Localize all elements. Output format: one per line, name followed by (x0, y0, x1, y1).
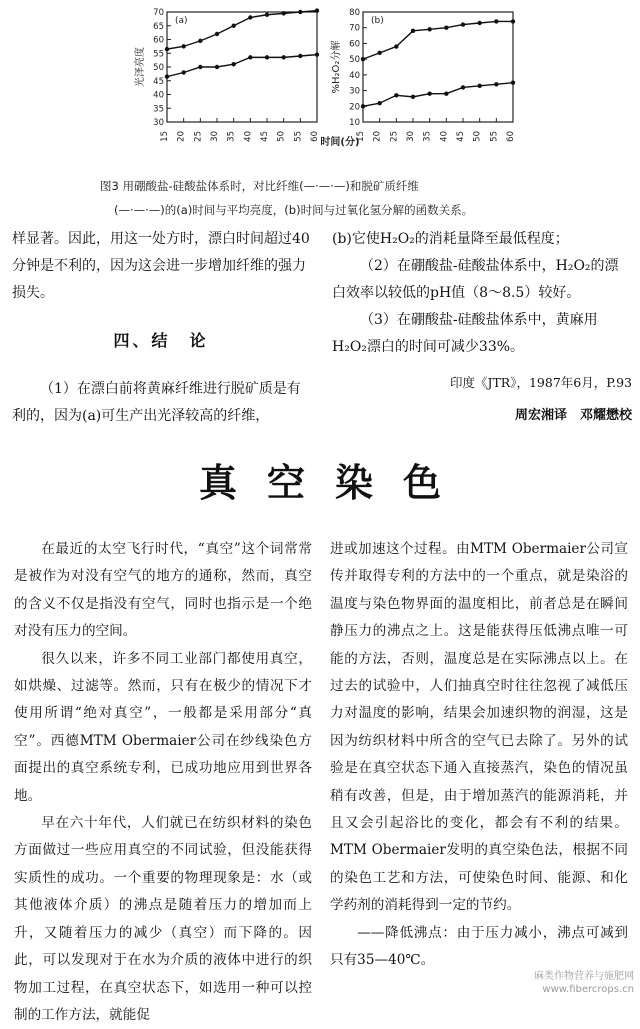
chart-b-ytick-label: 60 (349, 39, 360, 50)
chart-b-series-1-point (461, 22, 465, 26)
source-citation: 印度《JTR》，1987年6月，P.93 (449, 375, 632, 390)
conclusion-item-3: （3）在硼酸盐-硅酸盐体系中，黄麻用H₂O₂漂白的时间可减少33%。 (332, 312, 598, 355)
article-paragraph-3: 早在六十年代，人们就已在纺织材料的染色方面做过一些应用真空的不同试验，但没能获得实质性的成功。一个重要的物理现象是：水（或其他液体介质）的沸点是随着压力的增加而上升，又随着压力的减少（真空）而下降的。因此，可以发现对于在水为介质的液体中进行的织物加工过程，在真空状态下，如选用一种可以控制的工作方法，就能促 (14, 815, 312, 1023)
chart-a-series-1-point (215, 32, 219, 36)
chart-a-ytick-label: 65 (153, 21, 164, 32)
chart-a-ytick-label: 60 (153, 35, 164, 46)
chart-b-panel-label: (b) (371, 16, 384, 26)
chart-b-xtick-label: 40 (439, 131, 450, 142)
translator-credit: 周宏湘译 邓耀懋校 (514, 408, 632, 423)
chart-a-ytick-label: 55 (153, 49, 164, 60)
chart-b-series-1-point (411, 29, 415, 33)
chart-a-series-2-point (231, 62, 235, 66)
chart-b-xtick-label: 35 (422, 131, 433, 142)
chart-b-series-1-line (363, 21, 513, 59)
chart-b-series-1-point (377, 51, 381, 55)
chart-a-xtick-label: 35 (226, 131, 237, 142)
chart-b-xtick-label: 15 (356, 131, 366, 142)
chart-a-series-1-point (181, 44, 185, 48)
chart-b-series-1-point (511, 19, 515, 23)
chart-b-series-2-point (511, 81, 515, 85)
watermark (534, 970, 634, 996)
conclusion-column-left (12, 226, 310, 430)
chart-a-ytick-label: 50 (153, 63, 164, 73)
chart-a-series-1-line (167, 11, 317, 50)
watermark-line-1: 麻类作物营养与施肥网 (534, 971, 634, 982)
chart-b-series-2-line (363, 83, 513, 107)
chart-a-series-1-point (248, 15, 252, 19)
article-paragraph-3-cont: 进或加速这个过程。由MTM Obermaier公司宣传并取得专利的方法中的一个重点，就是染浴的温度与染色物界面的温度相比，前者总是在瞬间静压力的沸点之上。这是能获得压低沸点唯一可能的方法，否则，温度总是在实际沸点以上。在过去的试验中，人们抽真空时往往忽视了减低压力对温度的影响，结果会加速织物的润湿，这是因为纺织材料中所含的空气已去除了。另外的试验是在真空状态下通入直接蒸汽，染色的情况虽稍有改善，但是，由于增加蒸汽的能源消耗，并且又会引起浴比的变化，都会有不利的结果。MTM Obermaier发明的真空染色法，根据不同的染色工艺和方法，可使染色时间、能源、和化学药剂的消耗得到一定的节约。 (330, 541, 628, 914)
article-paragraph-4: ——降低沸点：由于压力减小，沸点可减到只有35—40℃。 (330, 924, 628, 969)
chart-b-series-1-point (361, 57, 365, 61)
chart-b-xtick-label: 55 (489, 131, 500, 142)
conclusion-item-1: （1）在漂白前将黄麻纤维进行脱矿质是有利的，因为(a)可生产出光泽较高的纤维， (12, 381, 301, 424)
chart-a-frame (167, 12, 317, 122)
chart-a-series-1-point (198, 39, 202, 43)
chart-a-xtick-label: 45 (260, 131, 270, 142)
chart-b-series-1-point (427, 27, 431, 31)
section-heading-conclusion: 四、结 论 (113, 331, 209, 350)
chart-b-series-1-point (444, 26, 448, 30)
chart-a-series-2-point (165, 74, 169, 78)
chart-a-xtick-label: 20 (176, 131, 187, 142)
chart-a-ylabel: 光泽亮度 (135, 47, 146, 87)
chart-b-series-2-point (494, 82, 498, 86)
chart-b-xtick-label: 60 (506, 131, 516, 142)
chart-b-series-2-point (377, 101, 381, 105)
chart-b-ytick-label: 70 (349, 23, 360, 34)
chart-b-series-2-point (461, 85, 465, 89)
article-paragraph-2: 很久以来，许多不同工业部门都使用真空，如烘燥、过滤等。然而，只有在极少的情况下才使用所谓“绝对真空”，一般都是采用部分“真空”。西德MTM Obermaier公司在纱线染色方面提出的真空系统专利，已成功地应用到世界各地。 (14, 650, 312, 804)
article-paragraph-1: 在最近的太空飞行时代，“真空”这个词常常是被作为对没有空气的地方的通称，然而，真空的含义不仅是指没有空气，同时也指示是一个绝对没有压力的空间。 (14, 541, 312, 640)
chart-a-ytick-label: 45 (153, 76, 164, 87)
chart-a-ytick-label: 30 (153, 118, 164, 128)
conclusion-column-right (332, 226, 632, 429)
chart-a-xtick-label: 55 (293, 131, 304, 142)
chart-a-series-1-point (165, 47, 169, 51)
chart-a-series-1-point (265, 13, 269, 17)
chart-b-ytick-label: 10 (349, 118, 360, 128)
chart-a-series-2-point (198, 65, 202, 69)
chart-a-xtick-label: 30 (210, 131, 220, 142)
carryover-paragraph: 样显著。因此，用这一处方时，漂白时间超过40分钟是不利的，因为这会进一步增加纤维的强力损失。 (12, 231, 310, 301)
conclusion-item-2: （2）在硼酸盐-硅酸盐体系中，H₂O₂的漂白效率以较低的pH值（8～8.5）较好。 (332, 258, 619, 301)
chart-b-ytick-label: 40 (349, 70, 360, 81)
chart-b-ytick-label: 80 (349, 8, 360, 18)
figure-3 (0, 0, 640, 232)
chart-b-ylabel: %H₂O₂分解 (331, 40, 342, 94)
chart-a-series-2-point (215, 65, 219, 69)
chart-b-series-2-point (394, 93, 398, 97)
chart-b-xtick-label: 50 (472, 131, 483, 142)
chart-a-series-1-point (315, 8, 319, 12)
chart-a-series-2-point (181, 70, 185, 74)
chart-b-ytick-label: 30 (349, 86, 360, 97)
chart-b-series-1-point (394, 44, 398, 48)
chart-b-xtick-label: 45 (456, 131, 466, 142)
article-column-left (14, 536, 312, 1029)
chart-a-series-2-point (265, 55, 269, 59)
chart-a-xtick-label: 40 (243, 130, 254, 142)
chart-a-series-2-line (167, 55, 317, 77)
watermark-line-2: www.fibercrops.cn (542, 984, 634, 995)
chart-a-series-2-point (315, 52, 319, 56)
chart-a-series-1-point (281, 11, 285, 15)
figure-caption (100, 174, 560, 222)
chart-a-xtick-label: 50 (276, 131, 287, 142)
chart-a-xtick-label: 25 (193, 131, 204, 142)
chart-b-series-2-point (427, 92, 431, 96)
chart-a-series-2-point (281, 55, 285, 59)
article-title: 真空染色 (198, 460, 471, 505)
chart-a-ytick-label: 40 (153, 90, 164, 101)
chart-a-ytick-label: 35 (153, 104, 164, 115)
chart-a-series-2-point (248, 55, 252, 59)
chart-a-series-1-point (231, 24, 235, 28)
chart-b-series-1-point (477, 21, 481, 25)
conclusion-item-1-cont: (b)它使H₂O₂的消耗量降至最低程度； (332, 231, 569, 247)
figure-charts (0, 0, 640, 180)
chart-b-ytick-label: 20 (349, 102, 360, 113)
chart-b-series-2-point (411, 95, 415, 99)
article-column-right (330, 536, 628, 975)
chart-a-series-2-point (298, 54, 302, 58)
chart-a-series-1-point (298, 10, 302, 14)
chart-xlabel: 时间(分) (320, 137, 360, 148)
chart-b-series-1-point (494, 19, 498, 23)
chart-a-xtick-label: 60 (310, 131, 320, 142)
chart-b-ytick-label: 50 (349, 55, 360, 66)
chart-b-xtick-label: 25 (389, 131, 400, 142)
chart-a-xtick-label: 15 (160, 131, 170, 142)
chart-b-series-2-point (444, 92, 448, 96)
chart-a-panel-label: (a) (175, 16, 188, 26)
chart-b-series-2-point (361, 104, 365, 108)
chart-b-xtick-label: 20 (372, 131, 383, 142)
chart-b-xtick-label: 30 (406, 131, 416, 142)
caption-line-2: (—·—·—)的(a)时间与平均亮度，(b)时间与过氧化氢分解的函数关系。 (114, 203, 474, 217)
caption-line-1: 图3 用硼酸盐-硅酸盐体系时，对比纤维(—·—·—)和脱矿质纤维 (100, 179, 419, 193)
chart-b-series-2-point (477, 84, 481, 88)
chart-a-ytick-label: 70 (153, 8, 164, 18)
